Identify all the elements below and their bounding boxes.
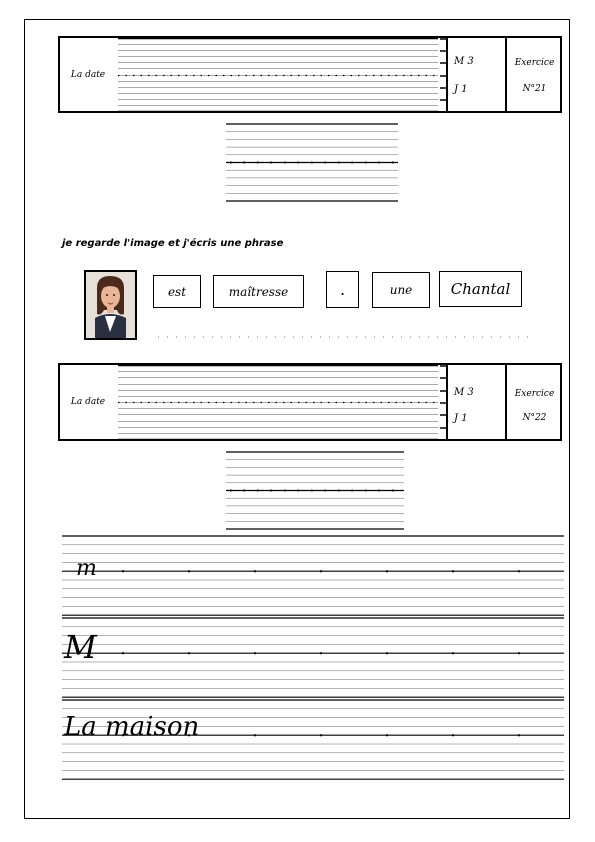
date-writing-lines bbox=[116, 38, 446, 111]
j-label: J 1 bbox=[454, 84, 468, 95]
small-writing-lines bbox=[226, 450, 406, 532]
header-exercise-21 bbox=[58, 36, 562, 113]
exercise-label: Exercice bbox=[514, 389, 555, 399]
girl-portrait-image bbox=[84, 270, 137, 340]
level-cell bbox=[448, 38, 506, 111]
date-writing-lines bbox=[116, 365, 446, 439]
word-card[interactable]: une bbox=[372, 272, 430, 308]
model-letter-m: m bbox=[76, 556, 97, 581]
answer-dotted-line[interactable] bbox=[158, 330, 534, 344]
exercise-cell bbox=[507, 365, 562, 439]
model-letter-M: M bbox=[64, 628, 97, 666]
word-card[interactable]: . bbox=[326, 271, 359, 308]
instruction-text: je regarde l'image et j'écris une phrase bbox=[62, 238, 284, 249]
word-card[interactable]: est bbox=[153, 275, 201, 308]
exercise-number: N°22 bbox=[522, 413, 547, 423]
header-exercise-22 bbox=[58, 363, 562, 441]
level-cell bbox=[448, 365, 506, 439]
j-label: J 1 bbox=[454, 413, 468, 424]
small-writing-lines bbox=[226, 122, 398, 204]
date-label: La date bbox=[70, 69, 106, 80]
word-card[interactable]: Chantal bbox=[439, 271, 522, 307]
m-label: M 3 bbox=[454, 56, 474, 67]
model-word-la-maison: La maison bbox=[64, 712, 200, 742]
date-label: La date bbox=[70, 397, 106, 407]
exercise-cell bbox=[507, 38, 562, 111]
handwriting-practice-lines bbox=[62, 535, 564, 785]
m-label: M 3 bbox=[454, 387, 474, 398]
exercise-label: Exercice bbox=[514, 58, 555, 68]
exercise-number: N°21 bbox=[522, 84, 547, 94]
word-card[interactable]: maîtresse bbox=[213, 275, 304, 308]
